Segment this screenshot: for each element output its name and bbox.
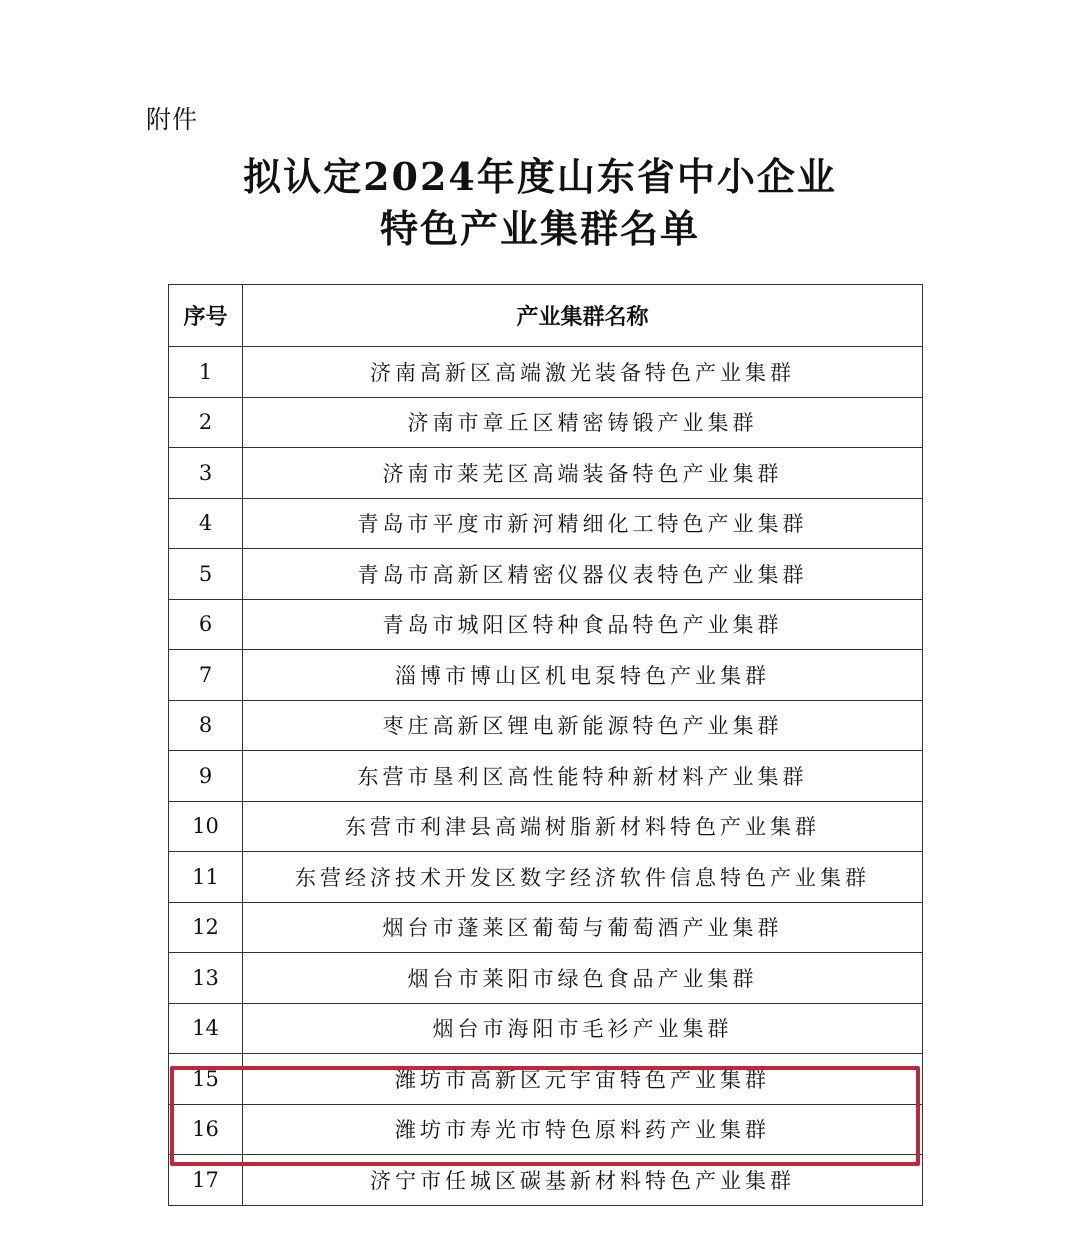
row-index: 2 <box>169 397 243 448</box>
table-row <box>169 599 923 650</box>
row-name: 济南市莱芜区高端装备特色产业集群 <box>243 448 923 499</box>
row-index: 4 <box>169 498 243 549</box>
table-row <box>169 751 923 802</box>
table-row <box>169 347 923 398</box>
row-name: 东营市利津县高端树脂新材料特色产业集群 <box>243 801 923 852</box>
table-row <box>169 1003 923 1054</box>
row-name: 烟台市莱阳市绿色食品产业集群 <box>243 953 923 1004</box>
row-name: 青岛市城阳区特种食品特色产业集群 <box>243 599 923 650</box>
table-row <box>169 448 923 499</box>
row-name: 济南高新区高端激光装备特色产业集群 <box>243 347 923 398</box>
row-name: 青岛市高新区精密仪器仪表特色产业集群 <box>243 549 923 600</box>
table-row <box>169 902 923 953</box>
table-row-highlighted <box>169 1104 923 1155</box>
table-row <box>169 549 923 600</box>
header-index: 序号 <box>169 285 243 347</box>
document-title-line-2: 特色产业集群名单 <box>379 206 700 251</box>
table-row <box>169 498 923 549</box>
row-index: 1 <box>169 347 243 398</box>
row-index: 11 <box>169 852 243 903</box>
table-row-highlighted <box>169 1054 923 1105</box>
row-index: 17 <box>169 1155 243 1206</box>
row-name: 烟台市海阳市毛衫产业集群 <box>243 1003 923 1054</box>
row-name: 潍坊市高新区元宇宙特色产业集群 <box>243 1054 923 1105</box>
row-index: 7 <box>169 650 243 701</box>
table-row <box>169 801 923 852</box>
table-row <box>169 953 923 1004</box>
row-name: 济宁市任城区碳基新材料特色产业集群 <box>243 1155 923 1206</box>
table-header-row <box>169 285 923 347</box>
row-index: 10 <box>169 801 243 852</box>
attachment-label: 附件 <box>146 105 199 134</box>
row-name: 烟台市蓬莱区葡萄与葡萄酒产业集群 <box>243 902 923 953</box>
row-index: 5 <box>169 549 243 600</box>
header-name: 产业集群名称 <box>243 285 923 347</box>
row-index: 3 <box>169 448 243 499</box>
table-row <box>169 700 923 751</box>
row-index: 9 <box>169 751 243 802</box>
table-row <box>169 1155 923 1206</box>
row-index: 8 <box>169 700 243 751</box>
row-index: 16 <box>169 1104 243 1155</box>
row-index: 12 <box>169 902 243 953</box>
row-name: 东营市垦利区高性能特种新材料产业集群 <box>243 751 923 802</box>
row-name: 潍坊市寿光市特色原料药产业集群 <box>243 1104 923 1155</box>
table-row <box>169 397 923 448</box>
table-row <box>169 852 923 903</box>
row-name: 东营经济技术开发区数字经济软件信息特色产业集群 <box>243 852 923 903</box>
row-name: 淄博市博山区机电泵特色产业集群 <box>243 650 923 701</box>
row-name: 济南市章丘区精密铸锻产业集群 <box>243 397 923 448</box>
row-index: 6 <box>169 599 243 650</box>
cluster-list-table <box>168 284 923 1206</box>
row-index: 15 <box>169 1054 243 1105</box>
row-index: 14 <box>169 1003 243 1054</box>
document-title-line-1: 拟认定2024年度山东省中小企业 <box>243 154 837 199</box>
table-row <box>169 650 923 701</box>
row-name: 青岛市平度市新河精细化工特色产业集群 <box>243 498 923 549</box>
row-index: 13 <box>169 953 243 1004</box>
row-name: 枣庄高新区锂电新能源特色产业集群 <box>243 700 923 751</box>
